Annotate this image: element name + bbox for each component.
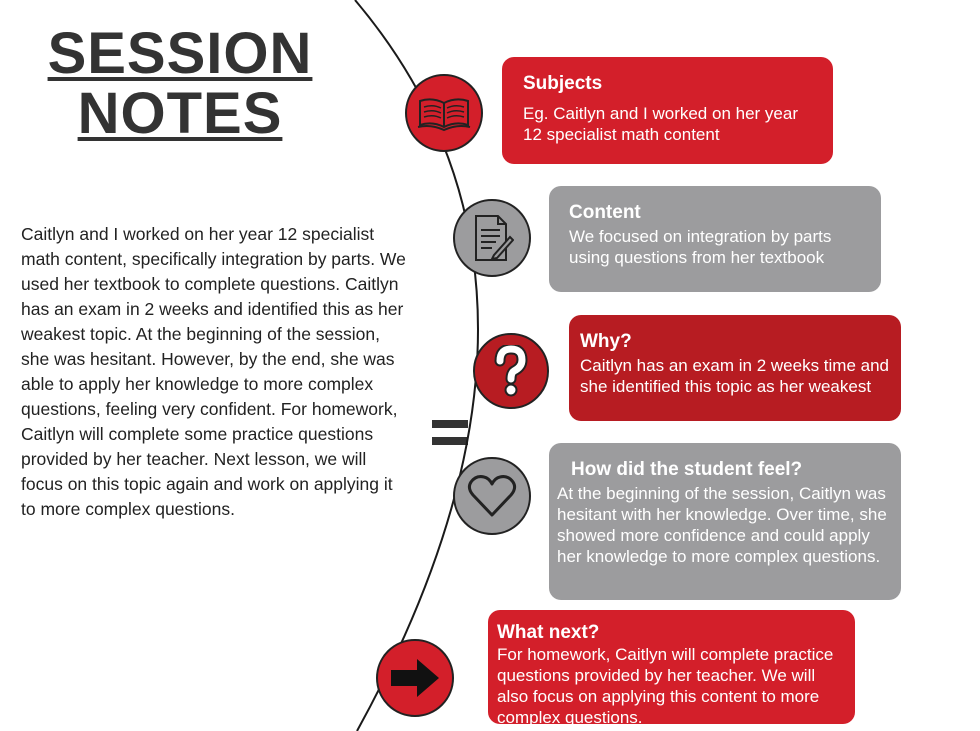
content-body: We focused on integration by parts using questions from her textbook — [569, 227, 832, 267]
content-circle — [453, 199, 531, 277]
subjects-card — [502, 57, 833, 164]
heart-icon — [466, 473, 518, 519]
next-heading: What next? — [497, 622, 600, 643]
document-pencil-icon — [470, 213, 514, 263]
next-card — [488, 610, 855, 727]
why-body: Caitlyn has an exam in 2 weeks time and she identified this topic as her weakest — [580, 356, 889, 396]
title-line-2: NOTES — [77, 81, 283, 146]
next-circle — [376, 639, 454, 717]
title-line-1: SESSION — [47, 21, 313, 86]
next-body: For homework, Caitlyn will complete practice questions provided by her teacher. We will also focus on applying this content to more complex questions. — [497, 645, 834, 727]
subjects-circle — [405, 74, 483, 152]
why-circle — [473, 333, 549, 409]
subjects-heading: Subjects — [523, 73, 603, 94]
why-heading: Why? — [580, 331, 632, 352]
feel-circle — [453, 457, 531, 535]
arrow-right-icon — [387, 656, 443, 700]
open-book-icon — [416, 93, 472, 133]
content-card — [549, 186, 881, 292]
subjects-body: Eg. Caitlyn and I worked on her year 12 specialist math content — [523, 104, 798, 144]
feel-body: At the beginning of the session, Caitlyn was hesitant with her knowledge. Over time, she showed more confidence and could apply her knowledge to more complex questions. — [557, 484, 887, 566]
session-summary: Caitlyn and I worked on her year 12 specialist math content, specifically integration by parts. We used her textbook to complete questions. Caitlyn has an exam in 2 weeks and identified this as her weakest topic. At the beginning of the session, she was hesitant. However, by the end, she was able to apply her knowledge to more complex questions, feeling very confident. For homework, Caitlyn will complete some practice questions provided by her teacher. Next lesson, we will focus on this topic again and work on applying it to more complex questions. — [21, 224, 406, 519]
why-card — [569, 315, 901, 421]
feel-card — [549, 443, 901, 600]
question-mark-icon — [491, 345, 531, 397]
content-heading: Content — [569, 202, 641, 223]
feel-heading: How did the student feel? — [571, 459, 803, 480]
